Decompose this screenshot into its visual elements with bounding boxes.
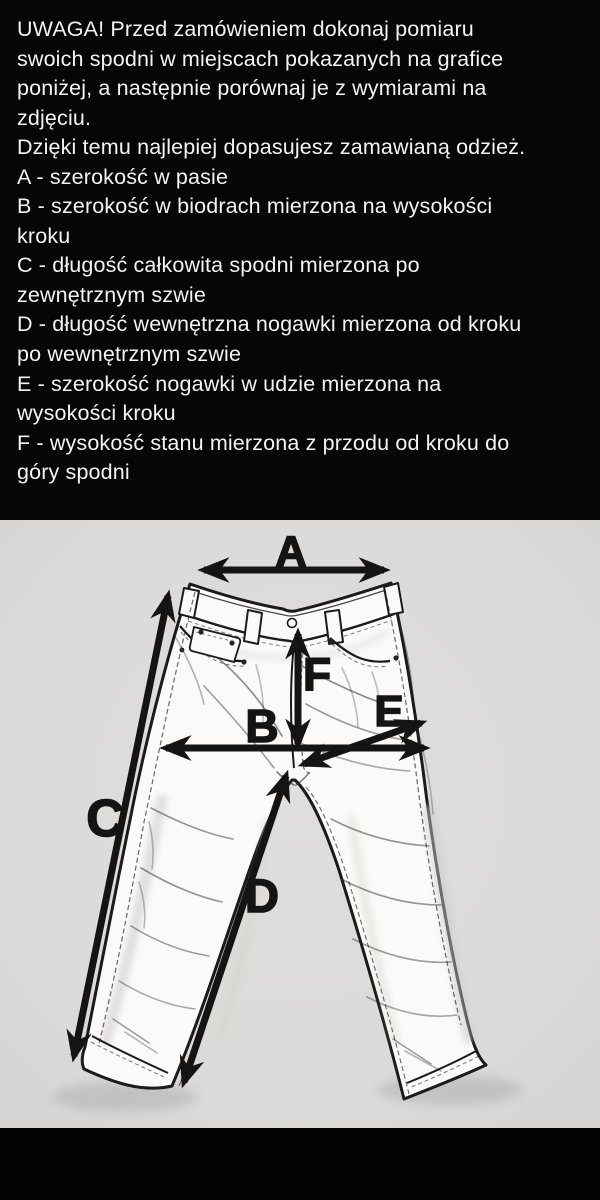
- waist-button: [288, 619, 297, 628]
- notice-line: wysokości kroku: [17, 401, 176, 426]
- notice-line: kroku: [17, 223, 71, 248]
- notice-line: góry spodni: [17, 460, 130, 485]
- notice-line: zewnętrznym szwie: [17, 282, 206, 307]
- measure-label-a: A: [275, 528, 307, 576]
- notice-line: E - szerokość nogawki w udzie mierzona na: [17, 371, 442, 396]
- notice-line: swoich spodni w miejscach pokazanych na grafice: [17, 46, 504, 71]
- measure-label-f: F: [302, 648, 332, 700]
- notice-line: A - szerokość w pasie: [17, 164, 229, 189]
- notice-line: UWAGA! Przed zamówieniem dokonaj pomiaru: [17, 17, 474, 41]
- measure-label-b: B: [245, 700, 279, 752]
- jeans-measurement-diagram: [0, 520, 600, 1128]
- measure-label-e: E: [374, 687, 404, 736]
- measure-label-c: C: [86, 790, 124, 848]
- notice-line: poniżej, a następnie porównaj je z wymiarami na: [17, 76, 487, 101]
- notice-line: B - szerokość w biodrach mierzona na wysokości: [17, 194, 493, 219]
- notice-line: D - długość wewnętrzna nogawki mierzona od kroku: [17, 312, 522, 337]
- measurement-notice: [0, 0, 600, 520]
- notice-line: F - wysokość stanu mierzona z przodu od kroku do: [17, 430, 510, 455]
- bottom-bar: [0, 1128, 600, 1200]
- notice-line: po wewnętrznym szwie: [17, 342, 242, 367]
- notice-line: C - długość całkowita spodni mierzona po: [17, 253, 420, 278]
- notice-line: Dzięki temu najlepiej dopasujesz zamawianą odzież.: [17, 135, 526, 160]
- notice-line: zdjęciu.: [17, 105, 92, 130]
- measure-label-d: D: [245, 869, 279, 922]
